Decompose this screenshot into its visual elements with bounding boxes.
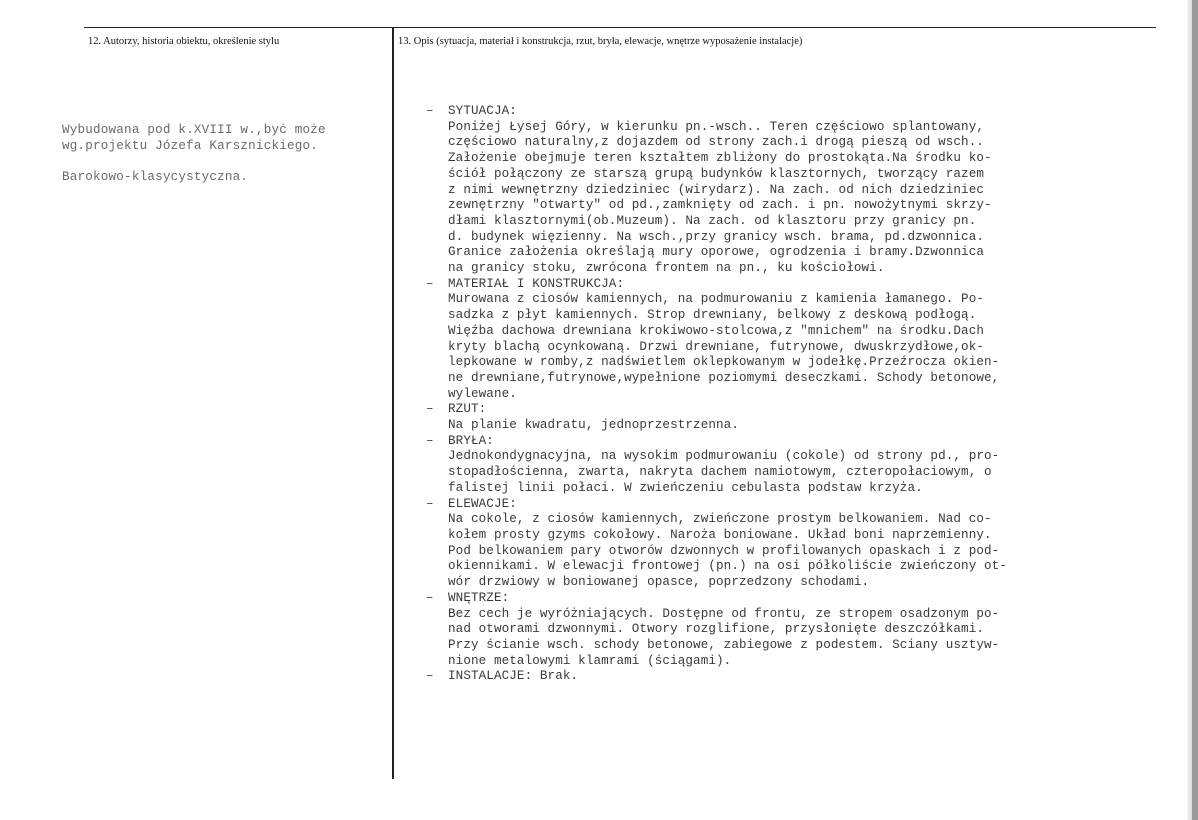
- dash-bullet: –: [426, 104, 434, 118]
- section-line: [426, 544, 1166, 560]
- section-title: [426, 591, 1166, 607]
- section-line-text: lepkowane w romby,z nadświetlem oklepkowanym w jodełkę.Przeźrocza okien-: [448, 355, 1000, 370]
- left-blank-line: [62, 154, 394, 170]
- section-line: [426, 418, 1166, 434]
- section-line-text: Bez cech je wyróżniających. Dostępne od frontu, ze stropem osadzonym po-: [448, 606, 1000, 621]
- section-line: [426, 449, 1166, 465]
- section-line-text: falistej linii połaci. W zwieńczeniu cebulasta podstaw krzyża.: [448, 480, 923, 495]
- section-line-text: dłami klasztornymi(ob.Muzeum). Na zach. od klasztoru przy granicy pn.: [448, 213, 977, 228]
- section-line-text: nad otworami dzwonnymi. Otwory rozglifione, przysłonięte deszczółkami.: [448, 622, 985, 637]
- section-title: [426, 497, 1166, 513]
- section-line-text: ne drewniane,futrynowe,wypełnione poziomymi deseczkami. Schody betonowe,: [448, 370, 1000, 385]
- section-line-text: Pod belkowaniem pary otworów dzwonnych w profilowanych opaskach i z pod-: [448, 543, 1000, 558]
- section-line: [426, 245, 1166, 261]
- section-line: [426, 622, 1166, 638]
- column-header-authors: 12. Autorzy, historia obiektu, określenie stylu: [88, 36, 280, 47]
- dash-bullet: –: [426, 669, 434, 684]
- section-line-text: zewnętrzny "otwarty" od pd.,zamknięty od zach. i pn. nowożytnymi skrzy-: [448, 198, 992, 213]
- section-line-text: Na planie kwadratu, jednoprzestrzenna.: [448, 418, 739, 433]
- section-line-text: nione metalowymi klamrami (ściągami).: [448, 653, 732, 668]
- left-text-line: Wybudowana pod k.XVIII w.,byċ może: [62, 123, 326, 137]
- section-line-text: na granicy stoku, zwrócona frontem na pn., ku kościołowi.: [448, 261, 885, 276]
- dash-bullet: –: [426, 433, 434, 448]
- section-line: [426, 481, 1166, 497]
- section-line-text: kołem prosty gzyms cokołowy. Naroża boniowane. Układ boni naprzemienny.: [448, 527, 992, 542]
- section-line: [426, 214, 1166, 230]
- section-line-text: wylewane.: [448, 386, 517, 401]
- dash-bullet: –: [426, 590, 434, 605]
- section-line: [426, 198, 1166, 214]
- section-line-text: d. budynek więzienny. Na wsch.,przy granicy wsch. brama, pd.dzwonnica.: [448, 229, 985, 244]
- section-title-text: SYTUACJA:: [448, 104, 517, 118]
- section-line: [426, 120, 1166, 136]
- description-text: [426, 104, 1166, 685]
- section-title: [426, 434, 1166, 450]
- section-line-text: Więźba dachowa drewniana krokiwowo-stolcowa,z "mnichem" na środku.Dach: [448, 323, 985, 338]
- section-line: [426, 292, 1166, 308]
- section-line-text: kryty blachą ocynkowaną. Drzwi drewniane, futrynowe, dwuskrzydłowe,ok-: [448, 339, 985, 354]
- section-line: [426, 308, 1166, 324]
- section-line-text: częściowo naturalny,z dojazdem od strony zach.i drogą pieszą od wsch..: [448, 135, 985, 150]
- section-line: [426, 324, 1166, 340]
- dash-bullet: –: [426, 402, 434, 417]
- section-title-text: ELEWACJE:: [448, 496, 517, 511]
- column-header-description: 13. Opis (sytuacja, materiał i konstrukcja, rzut, bryła, elewacje, wnętrze wyposażenie instalacje): [398, 36, 803, 47]
- section-line-text: Jednokondygnacyjna, na wysokim podmurowaniu (cokole) od strony pd., pro-: [448, 449, 1000, 464]
- section-line: [426, 512, 1166, 528]
- section-line: [426, 230, 1166, 246]
- section-title-text: INSTALACJE: Brak.: [448, 669, 579, 684]
- section-line-text: sadzka z płyt kamiennych. Strop drewniany, belkowy z deskową podłogą.: [448, 308, 977, 323]
- section-line: [426, 340, 1166, 356]
- section-line-text: z nimi wewnętrzny dziedziniec (wirydarz). Na zach. od nich dziedziniec: [448, 182, 985, 197]
- section-line: [426, 387, 1166, 403]
- section-line: [426, 167, 1166, 183]
- section-line: [426, 607, 1166, 623]
- section-line-text: Założenie obejmuje teren kształtem zbliżony do prostokąta.Na środku ko-: [448, 151, 992, 166]
- section-line: [426, 528, 1166, 544]
- section-line-text: Granice założenia określają mury oporowe, ogrodzenia i bramy.Dzwonnica: [448, 245, 985, 260]
- section-line: [426, 654, 1166, 670]
- dash-bullet: –: [426, 276, 434, 291]
- section-title: [426, 277, 1166, 293]
- authors-history-text: [62, 123, 394, 185]
- section-line-text: ściół połączony ze starszą grupą budynków klasztornych, tworzący razem: [448, 166, 985, 181]
- section-line: [426, 135, 1166, 151]
- section-line: [426, 559, 1166, 575]
- section-title-text: WNĘTRZE:: [448, 590, 510, 605]
- left-text-line: Barokowo-klasycystyczna.: [62, 169, 249, 184]
- section-line-text: Poniżej Łysej Góry, w kierunku pn.-wsch.. Teren częściowo splantowany,: [448, 119, 985, 134]
- section-title: [426, 402, 1166, 418]
- dash-bullet: –: [426, 496, 434, 511]
- section-line-text: stopadłościenna, zwarta, nakryta dachem namiotowym, czteropołaciowym, o: [448, 465, 992, 480]
- section-line: [426, 465, 1166, 481]
- section-line: [426, 371, 1166, 387]
- section-line: [426, 638, 1166, 654]
- section-line-text: Przy ścianie wsch. schody betonowe, zabiegowe z podestem. Sciany usztyw-: [448, 637, 1000, 652]
- section-title-text: BRYŁA:: [448, 433, 494, 448]
- top-rule: [84, 27, 1156, 28]
- section-line-text: Na cokole, z ciosów kamiennych, zwieńczone prostym belkowaniem. Nad co-: [448, 512, 992, 527]
- section-line-text: wór drzwiowy w boniowanej opasce, poprzedzony schodami.: [448, 575, 870, 590]
- left-text-line: wg.projektu Józefa Karsznickiego.: [62, 138, 318, 153]
- section-line: [426, 575, 1166, 591]
- section-line-text: okiennikami. W elewacji frontowej (pn.) na osi półkoliście zwieńczony ot-: [448, 559, 1007, 574]
- section-line: [426, 183, 1166, 199]
- section-line: [426, 261, 1166, 277]
- section-line-text: Murowana z ciosów kamiennych, na podmurowaniu z kamienia łamanego. Po-: [448, 292, 985, 307]
- section-line: [426, 355, 1166, 371]
- section-line: [426, 151, 1166, 167]
- section-title: [426, 669, 1166, 685]
- section-title-text: RZUT:: [448, 402, 487, 417]
- section-title: [426, 104, 1166, 120]
- section-title-text: MATERIAŁ I KONSTRUKCJA:: [448, 276, 625, 291]
- page-edge-dark: [1192, 0, 1198, 820]
